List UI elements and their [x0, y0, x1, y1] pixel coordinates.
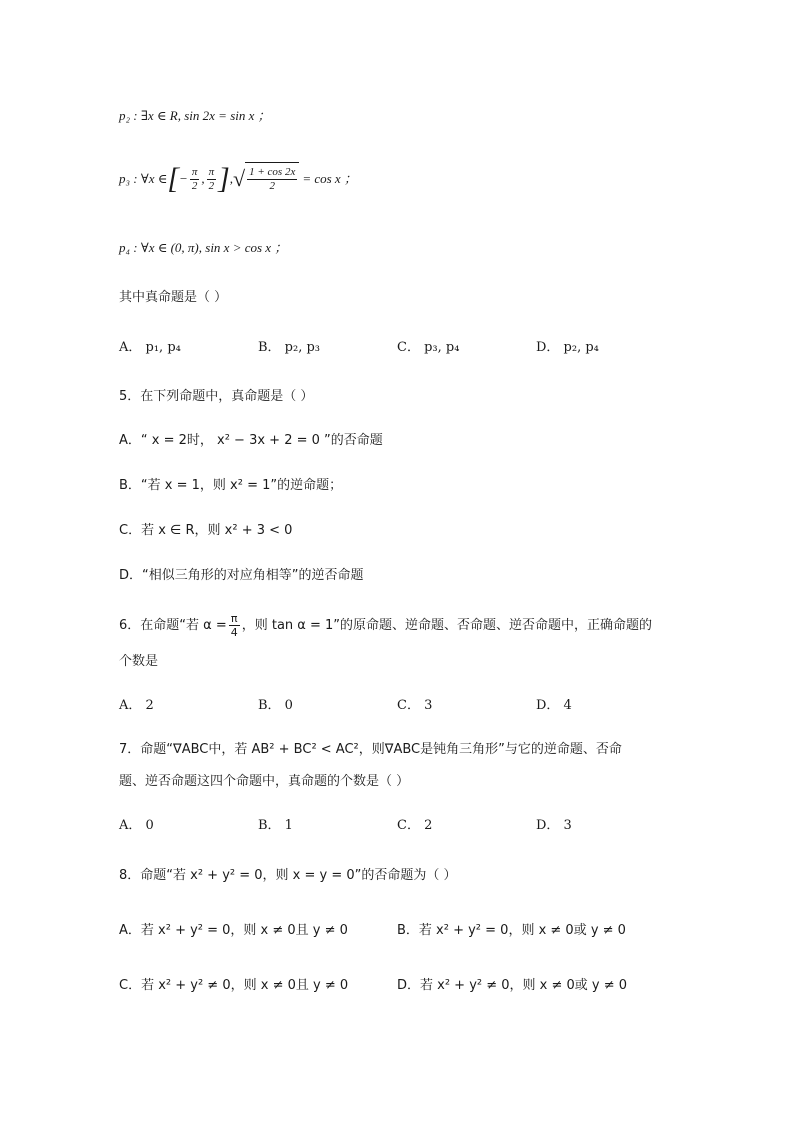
q7-option-d: D． 3 — [536, 818, 572, 833]
q5-option-d: D．“相似三角形的对应角相等”的逆否命题 — [119, 568, 364, 583]
p3-prefix: p₃ : ∀x ∈ — [119, 171, 168, 186]
q6-stem-line2: 个数是 — [119, 654, 159, 669]
frac-numerator: 1 + cos 2x — [249, 166, 296, 178]
q8-option-c: C．若 x² + y² ≠ 0，则 x ≠ 0且 y ≠ 0 — [119, 978, 349, 993]
frac-denominator: 2 — [269, 180, 275, 192]
right-bracket: ] — [218, 162, 230, 195]
q8-option-b: B．若 x² + y² = 0，则 x ≠ 0或 y ≠ 0 — [397, 923, 626, 938]
q6-stem — [119, 612, 652, 639]
proposition-p2: p₂ : ∃x ∈ R, sin 2x = sin x ； — [119, 108, 271, 123]
q6-option-b: B． 0 — [258, 698, 293, 713]
q7-option-b: B． 1 — [258, 818, 293, 833]
frac-denominator: 4 — [230, 626, 238, 639]
p3-suffix: = cos x ； — [302, 171, 357, 186]
q7-stem-line2: 题、逆否命题这四个命题中，真命题的个数是（ ） — [119, 774, 410, 789]
q4-option-b: B． p₂, p₃ — [258, 340, 321, 355]
q7-option-c: C． 2 — [397, 818, 433, 833]
q5-option-b: B．“若 x = 1，则 x² = 1”的逆命题； — [119, 478, 343, 493]
q4-option-d: D． p₂, p₄ — [536, 340, 599, 355]
p3-minus: − — [179, 171, 188, 186]
q8-stem: 8．命题“若 x² + y² = 0，则 x = y = 0”的否命题为（ ） — [119, 868, 457, 883]
q4-prompt: 其中真命题是（ ） — [119, 290, 228, 305]
q8-option-d: D．若 x² + y² ≠ 0，则 x ≠ 0或 y ≠ 0 — [397, 978, 628, 993]
q6-option-c: C． 3 — [397, 698, 433, 713]
proposition-p3 — [119, 162, 357, 196]
q4-option-c: C． p₃, p₄ — [397, 340, 460, 355]
left-bracket: [ — [167, 162, 180, 195]
q4-option-a: A． p₁, p₄ — [119, 340, 181, 355]
q7-stem-line1: 7．命题“∇ABC中，若 AB² + BC² < AC²，则∇ABC是钝角三角形”与它的逆命题、否命 — [119, 742, 622, 757]
square-root — [233, 162, 299, 196]
q6-stem-before: 6．在命题“若 α = — [119, 617, 227, 633]
q6-option-a: A． 2 — [119, 698, 154, 713]
p3-frac-left — [190, 166, 200, 193]
q5-option-a: A．“ x = 2时， x² − 3x + 2 = 0 ”的否命题 — [119, 433, 383, 448]
q8-option-a: A．若 x² + y² = 0，则 x ≠ 0且 y ≠ 0 — [119, 923, 348, 938]
p3-frac-right — [207, 166, 217, 193]
comma: , — [229, 171, 234, 186]
radical-sign: √ — [233, 166, 246, 191]
sqrt-fraction — [247, 166, 297, 193]
frac-numerator: π — [208, 165, 215, 178]
q6-stem-after: ，则 tan α = 1”的原命题、逆命题、否命题、逆否命题中，正确命题的 — [241, 617, 653, 633]
frac-numerator: π — [191, 165, 198, 178]
q6-option-d: D． 4 — [536, 698, 572, 713]
comma: , — [201, 171, 205, 186]
q6-fraction — [229, 612, 240, 639]
frac-denominator: 2 — [208, 179, 215, 192]
q7-option-a: A． 0 — [119, 818, 154, 833]
q5-stem: 5．在下列命题中，真命题是（ ） — [119, 389, 314, 404]
frac-denominator: 2 — [191, 179, 198, 192]
q5-option-c: C．若 x ∈ R，则 x² + 3 < 0 — [119, 523, 293, 538]
frac-numerator: π — [230, 612, 238, 625]
proposition-p4: p₄ : ∀x ∈ (0, π), sin x > cos x ； — [119, 240, 288, 255]
